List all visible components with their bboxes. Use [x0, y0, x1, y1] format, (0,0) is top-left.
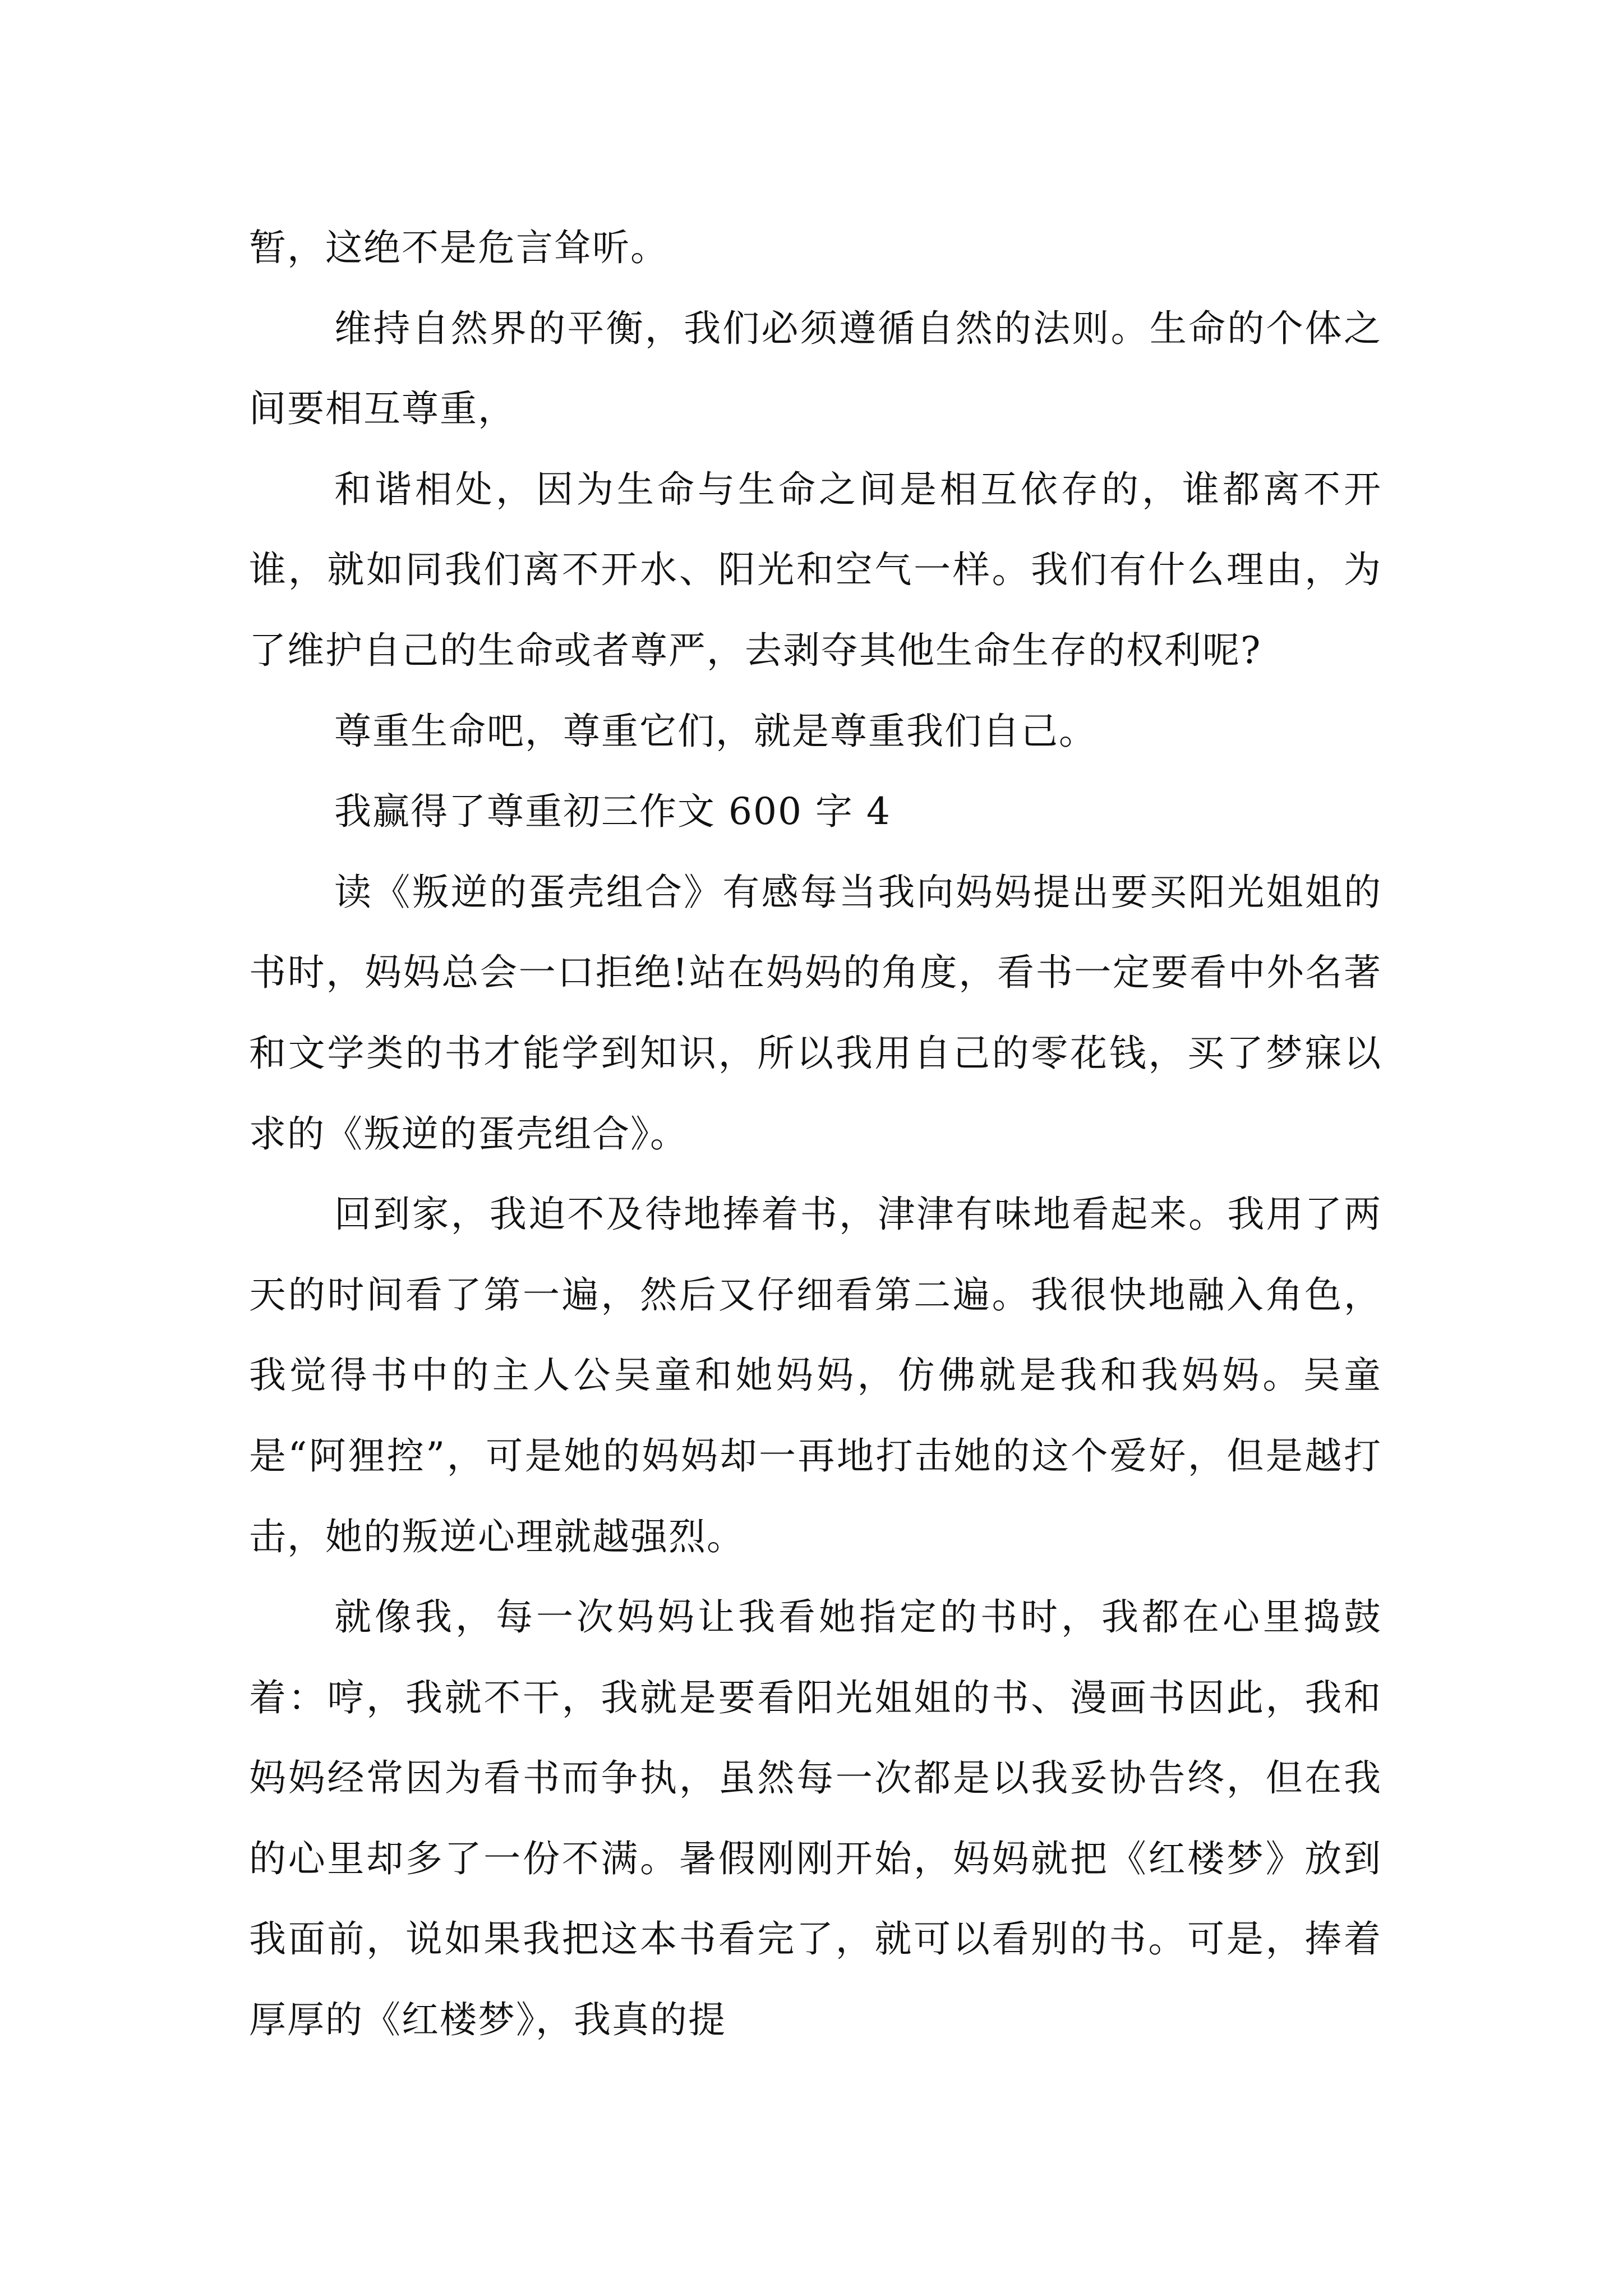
paragraph-5: 读《叛逆的蛋壳组合》有感每当我向妈妈提出要买阳光姐姐的书时，妈妈总会一口拒绝!站在妈妈的角度，看书一定要看中外名著和文学类的书才能学到知识，所以我用自己的零花钱，买了梦寐以求的《叛逆的蛋壳组合》。: [249, 870, 1382, 1156]
paragraph-2: 维持自然界的平衡，我们必须遵循自然的法则。生命的个体之间要相互尊重，: [249, 306, 1382, 431]
paragraph-1: 暂，这绝不是危言耸听。: [249, 226, 668, 269]
paragraph-6: 回到家，我迫不及待地捧着书，津津有味地看起来。我用了两天的时间看了第一遍，然后又仔细看第二遍。我很快地融入角色，我觉得书中的主人公吴童和她妈妈，仿佛就是我和我妈妈。吴童是“阿狸控”，可是她的妈妈却一再地打击她的这个爱好，但是越打击，她的叛逆心理就越强烈。: [249, 1193, 1382, 1558]
section-heading: 我赢得了尊重初三作文 600 字 4: [334, 790, 891, 834]
paragraph-3: 和谐相处，因为生命与生命之间是相互依存的，谁都离不开谁，就如同我们离不开水、阳光和空气一样。我们有什么理由，为了维护自己的生命或者尊严，去剥夺其他生命生存的权利呢?: [249, 467, 1382, 672]
paragraph-7: 就像我，每一次妈妈让我看她指定的书时，我都在心里捣鼓着：哼，我就不干，我就是要看阳光姐姐的书、漫画书因此，我和妈妈经常因为看书而争执，虽然每一次都是以我妥协告终，但在我的心里却多了一份不满。暑假刚刚开始，妈妈就把《红楼梦》放到我面前，说如果我把这本书看完了，就可以看别的书。可是，捧着厚厚的《红楼梦》，我真的提: [249, 1595, 1382, 2042]
paragraph-4: 尊重生命吧，尊重它们，就是尊重我们自己。: [334, 709, 1097, 753]
body-text: [249, 208, 1382, 2060]
